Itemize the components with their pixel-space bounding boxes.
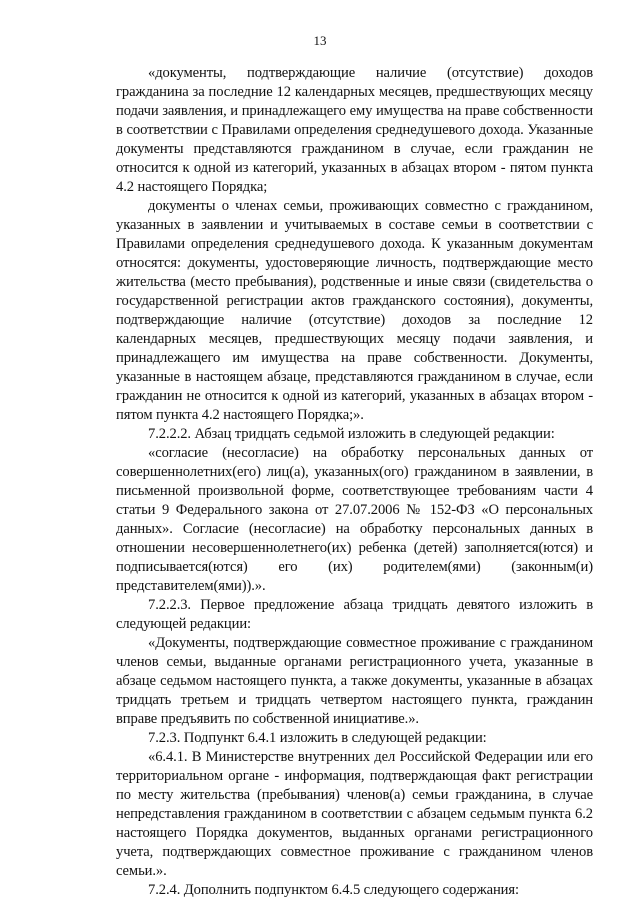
paragraph-6-4-1-text: «6.4.1. В Министерстве внутренних дел Российской Федерации или его территориальном органе - информация, подтверждающая факт регистрации по месту жительства (пребывания) членов(а) семьи гражданина, в случае непредставления гражданином в соответствии с абзацем седьмым пункта 6.2 настоящего Порядка документов, выданных органами регистрационного учета, подтверждающих совместное проживание с гражданином членов семьи.». [116,749,593,879]
page-number: 13 [313,33,327,48]
paragraph-cohabitation-documents: «Документы, подтверждающие совместное проживание с гражданином членов семьи, выданные органами регистрационного учета, указанные в абзаце седьмом настоящего пункта, а также документы, указанные в абзацах тридцать третьем и тридцать четвертом настоящего пункта, гражданин вправе предъявить по собственной инициативе.». [116,635,593,727]
paragraph-consent-personal-data: «согласие (несогласие) на обработку персональных данных от совершеннолетних(его) лиц(а), указанных(ого) гражданином в заявлении, в письменной произвольной форме, соответствующее требованиям части 4 статьи 9 Федерального закона от 27.07.2006 № 152-ФЗ «О персональных данных». Согласие (несогласие) на обработку персональных данных в отношении несовершеннолетнего(их) ребенка (детей) заполняется(ются) и подписывается(ются) его (их) родителем(ями) (законным(и) представителем(ями)).». [116,445,593,594]
paragraph-documents-income: «документы, подтверждающие наличие (отсутствие) доходов гражданина за последние 12 календарных месяцев, предшествующих месяцу подачи заявления, и принадлежащего ему имущества на праве собственности в соответствии с Правилами определения среднедушевого дохода. Указанные документы представляются гражданином в случае, если гражданин не относится к одной из категорий, указанных в абзацах втором - пятом пункта 4.2 настоящего Порядка; [116,65,593,195]
paragraph-7-2-4-heading: 7.2.4. Дополнить подпунктом 6.4.5 следующего содержания: [148,882,519,898]
paragraph-7-2-2-2-heading: 7.2.2.2. Абзац тридцать седьмой изложить в следующей редакции: [148,426,555,442]
document-body [116,64,593,900]
paragraph-7-2-3-heading: 7.2.3. Подпункт 6.4.1 изложить в следующей редакции: [148,730,487,746]
paragraph-documents-family: документы о членах семьи, проживающих совместно с гражданином, указанных в заявлении и учитываемых в составе семьи в соответствии с Правилами определения среднедушевого дохода. К указанным документам относятся: документы, удостоверяющие личность, подтверждающие место жительства (место пребывания), родственные и иные связи (свидетельства о государственной регистрации актов гражданского состояния), документы, подтверждающие наличие (отсутствие) доходов за последние 12 календарных месяцев, предшествующих месяцу подачи заявления, и принадлежащего им имущества на праве собственности. Документы, указанные в настоящем абзаце, представляются гражданином в случае, если гражданин не относится к одной из категорий, указанных в абзацах втором - пятом пункта 4.2 настоящего Порядка;». [116,198,593,423]
paragraph-7-2-2-3-heading: 7.2.2.3. Первое предложение абзаца тридцать девятого изложить в следующей редакции: [116,597,593,632]
